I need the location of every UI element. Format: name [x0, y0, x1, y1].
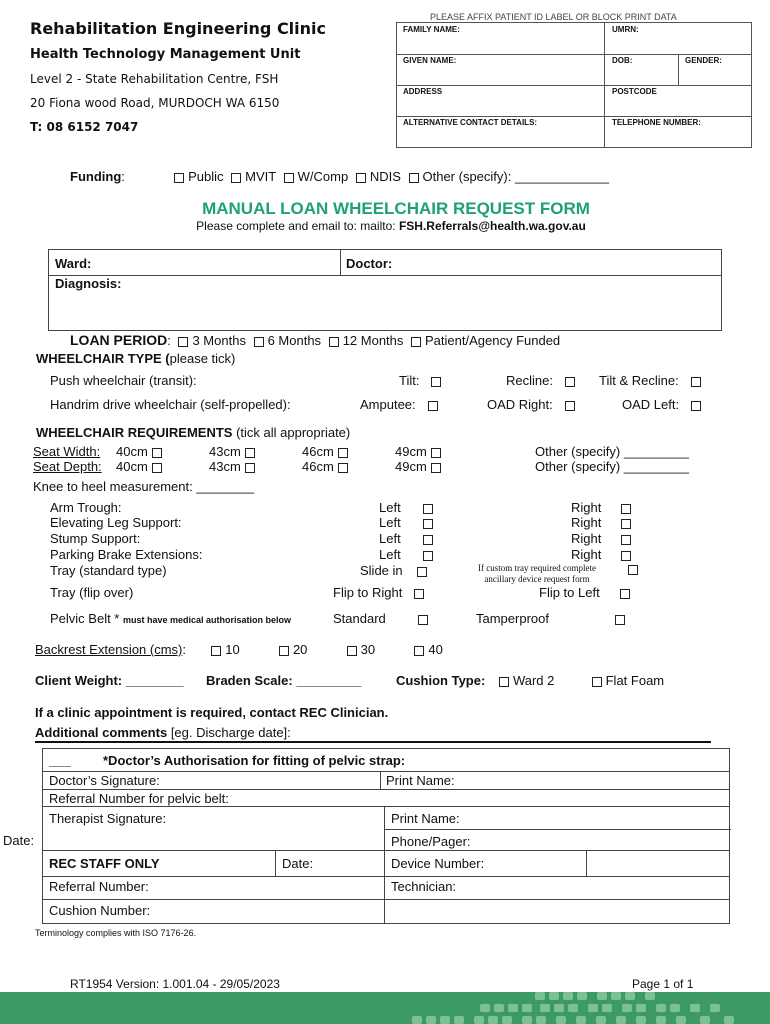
stump-left: [379, 531, 437, 546]
cushion-ward2-label: Ward 2: [512, 673, 555, 688]
authorisation-table: [42, 748, 730, 924]
oad-left-checkbox[interactable]: [691, 401, 701, 411]
stump-left-label: Left: [379, 531, 401, 546]
additional-note: [eg. Discharge date]:: [170, 725, 291, 740]
form-subtitle: [0, 219, 770, 233]
requirements-note: (tick all appropriate): [236, 425, 351, 440]
sw-46-label: 46cm: [302, 444, 334, 459]
standard-label: Standard: [333, 611, 386, 626]
requirements-heading: [36, 425, 350, 440]
loan-period-row: LOAN PERIOD: 3 Months 6 Months 12 Months Patient/Agency Funded: [70, 332, 561, 348]
backrest-label: Backrest Extension (cms): [35, 642, 183, 657]
funding-wcomp-checkbox[interactable]: [284, 173, 294, 183]
sw-49-checkbox[interactable]: [431, 448, 441, 458]
braden-scale[interactable]: Braden Scale: _________: [206, 673, 362, 688]
rec-staff-only: REC STAFF ONLY: [49, 856, 160, 871]
pelvic-standard: [333, 611, 432, 626]
tilt-recline-checkbox[interactable]: [691, 377, 701, 387]
oad-right-checkbox[interactable]: [565, 401, 575, 411]
amputee-label: Amputee:: [360, 397, 416, 412]
postcode-label: POSTCODE: [612, 87, 657, 96]
cushion-flatfoam-checkbox[interactable]: [592, 677, 602, 687]
loan-6-checkbox[interactable]: [254, 337, 264, 347]
pelvic-belt: [50, 611, 291, 626]
flip-left-checkbox[interactable]: [620, 589, 630, 599]
dob-label: DOB:: [612, 56, 633, 65]
backrest-40-checkbox[interactable]: [414, 646, 424, 656]
oad-right-label: OAD Right:: [487, 397, 553, 412]
elevating-label: Elevating Leg Support:: [50, 515, 182, 530]
sd-40-label: 40cm: [116, 459, 148, 474]
custom-tray-checkbox[interactable]: [628, 565, 638, 575]
arm-right-checkbox[interactable]: [621, 504, 631, 514]
clinic-appointment-note: If a clinic appointment is required, contact REC Clinician.: [35, 705, 389, 720]
elev-left-checkbox[interactable]: [423, 519, 433, 529]
umrn-label: UMRN:: [612, 25, 639, 34]
ward-label[interactable]: Ward:: [55, 256, 92, 271]
loan-funded-checkbox[interactable]: [411, 337, 421, 347]
tamperproof-checkbox[interactable]: [615, 615, 625, 625]
auth-blank[interactable]: ___: [49, 753, 71, 768]
funding-ndis-checkbox[interactable]: [356, 173, 366, 183]
given-name-label: GIVEN NAME:: [403, 56, 457, 65]
recline-label: Recline:: [506, 373, 553, 388]
backrest-30-label: 30: [360, 642, 376, 657]
doctor-signature[interactable]: Doctor’s Signature:: [49, 773, 160, 788]
clinic-name: Rehabilitation Engineering Clinic: [30, 19, 327, 38]
phone-pager[interactable]: Phone/Pager:: [391, 834, 471, 849]
tray-slide: [360, 563, 431, 578]
clinic-address-1: Level 2 - State Rehabilitation Centre, FSH: [30, 72, 279, 86]
wheelchair-type-heading: [36, 351, 235, 366]
sw-43-label: 43cm: [209, 444, 241, 459]
sw-49: [395, 444, 445, 459]
backrest-20-checkbox[interactable]: [279, 646, 289, 656]
sd-43-label: 43cm: [209, 459, 241, 474]
address-label: ADDRESS: [403, 87, 443, 96]
pelvic-tamperproof: [476, 611, 629, 626]
oad-left-label: OAD Left:: [622, 397, 680, 412]
footer-band: [0, 992, 770, 1024]
elev-left-label: Left: [379, 515, 401, 530]
park-left-checkbox[interactable]: [423, 551, 433, 561]
loan-6-label: 6 Months: [267, 333, 322, 348]
loan-12-label: 12 Months: [342, 333, 404, 348]
cushion-label: Cushion Type:: [396, 673, 486, 688]
backrest-10-label: 10: [225, 642, 240, 657]
push-label: Push wheelchair (transit):: [50, 373, 197, 388]
cushion-row: [396, 673, 664, 688]
tray-flip-left: [539, 585, 634, 600]
funding-ndis-label: NDIS: [369, 169, 401, 184]
flip-right-checkbox[interactable]: [414, 589, 424, 599]
tilt-recline-option: [599, 373, 705, 388]
sd-43: [209, 459, 259, 474]
sw-49-label: 49cm: [395, 444, 427, 459]
referral-email-link[interactable]: FSH.Referrals@health.wa.gov.au: [398, 219, 586, 233]
arm-right-label: Right: [571, 500, 602, 515]
form-title: MANUAL LOAN WHEELCHAIR REQUEST FORM: [202, 199, 590, 218]
therapist-signature[interactable]: Therapist Signature:: [49, 811, 167, 826]
auth-heading: *Doctor’s Authorisation for fitting of pelvic strap:: [103, 753, 406, 768]
sw-other[interactable]: Other (specify) _________: [535, 444, 689, 459]
device-number[interactable]: Device Number:: [391, 856, 485, 871]
funding-public-label: Public: [188, 169, 224, 184]
elev-right: [571, 515, 635, 530]
funding-row: Funding: Public MVIT W/Comp NDIS Other (specify): _____________: [70, 169, 609, 184]
page-number: Page 1 of 1: [632, 977, 694, 991]
referral-pelvic-belt[interactable]: Referral Number for pelvic belt:: [49, 791, 229, 806]
diagnosis-label[interactable]: Diagnosis:: [55, 276, 122, 291]
terminology-note: Terminology complies with ISO 7176-26.: [35, 928, 197, 938]
funding-wcomp-label: W/Comp: [297, 169, 349, 184]
therapist-print-name[interactable]: Print Name:: [391, 811, 460, 826]
recline-checkbox[interactable]: [565, 377, 575, 387]
sd-46-label: 46cm: [302, 459, 334, 474]
loan-funded-label: Patient/Agency Funded: [425, 333, 561, 348]
sw-40: [116, 444, 166, 459]
sd-40: [116, 459, 166, 474]
flip-left-label: Flip to Left: [539, 585, 600, 600]
sw-46-checkbox[interactable]: [338, 448, 348, 458]
knee-heel-measure[interactable]: Knee to heel measurement: ________: [33, 479, 255, 494]
stump-right-label: Right: [571, 531, 602, 546]
park-left: [379, 547, 437, 562]
cushion-ward2-checkbox[interactable]: [499, 677, 509, 687]
recline-option: [506, 373, 579, 388]
backrest-20-label: 20: [292, 642, 308, 657]
park-right-label: Right: [571, 547, 602, 562]
sd-other[interactable]: Other (specify) _________: [535, 459, 689, 474]
sw-40-label: 40cm: [116, 444, 148, 459]
slide-in-label: Slide in: [360, 563, 403, 578]
clinic-address-2: 20 Fiona wood Road, MURDOCH WA 6150: [30, 96, 280, 110]
oad-right-option: [487, 397, 579, 412]
tray-note: If custom tray required complete ancillary device request form: [478, 563, 596, 584]
funding-other-label: Other (specify): _____________: [422, 169, 609, 184]
pelvic-note: must have medical authorisation below: [123, 615, 292, 625]
arm-left-checkbox[interactable]: [423, 504, 433, 514]
slide-in-checkbox[interactable]: [417, 567, 427, 577]
seat-depth-label: Seat Depth:: [33, 459, 102, 474]
sd-43-checkbox[interactable]: [245, 463, 255, 473]
alt-contact-label: ALTERNATIVE CONTACT DETAILS:: [403, 118, 538, 127]
stump-label: Stump Support:: [50, 531, 141, 546]
subtitle-prefix: Please complete and email to: mailto:: [196, 219, 399, 233]
elev-right-label: Right: [571, 515, 602, 530]
sw-40-checkbox[interactable]: [152, 448, 162, 458]
arm-left: [379, 500, 437, 515]
sd-49-checkbox[interactable]: [431, 463, 441, 473]
technician[interactable]: Technician:: [391, 879, 457, 894]
sw-43: [209, 444, 259, 459]
park-left-label: Left: [379, 547, 401, 562]
parking-label: Parking Brake Extensions:: [50, 547, 203, 562]
loan-12-checkbox[interactable]: [329, 337, 339, 347]
additional-label: Additional comments: [35, 725, 168, 740]
tilt-recline-label: Tilt & Recline:: [599, 373, 679, 388]
unit-name: Health Technology Management Unit: [30, 47, 301, 62]
seat-width-label: Seat Width:: [33, 444, 101, 459]
oad-left-option: [622, 397, 705, 412]
patient-label-heading: PLEASE AFFIX PATIENT ID LABEL OR BLOCK PRINT DATA: [430, 12, 677, 22]
funding-mvit-label: MVIT: [245, 169, 276, 184]
ward-doctor-box: [48, 249, 722, 331]
sw-43-checkbox[interactable]: [245, 448, 255, 458]
family-name-label: FAMILY NAME:: [403, 25, 460, 34]
funding-mvit-checkbox[interactable]: [231, 173, 241, 183]
wheelchair-type-note: please tick): [169, 351, 236, 366]
requirements-title: WHEELCHAIR REQUIREMENTS: [36, 425, 233, 440]
pelvic-label: Pelvic Belt *: [50, 611, 120, 626]
elev-right-checkbox[interactable]: [621, 519, 631, 529]
sd-46: [302, 459, 352, 474]
gender-label: GENDER:: [685, 56, 722, 65]
tilt-label: Tilt:: [399, 373, 420, 388]
loan-period-label: LOAN PERIOD: [70, 332, 168, 348]
tilt-option: [399, 373, 445, 388]
handrim-label: Handrim drive wheelchair (self-propelled):: [50, 397, 291, 412]
client-weight[interactable]: Client Weight: ________: [35, 673, 184, 688]
tamperproof-label: Tamperproof: [476, 611, 549, 626]
tilt-checkbox[interactable]: [431, 377, 441, 387]
backrest-40-label: 40: [428, 642, 443, 657]
sd-40-checkbox[interactable]: [152, 463, 162, 473]
rec-date[interactable]: Date:: [282, 856, 314, 871]
park-right-checkbox[interactable]: [621, 551, 631, 561]
additional-comments[interactable]: [35, 725, 711, 743]
arm-left-label: Left: [379, 500, 401, 515]
amputee-option: [360, 397, 442, 412]
version-label: RT1954 Version: 1.001.04 - 29/05/2023: [70, 977, 280, 991]
elev-left: [379, 515, 437, 530]
funding-label: Funding: [70, 169, 122, 184]
doctor-print-name[interactable]: Print Name:: [386, 773, 455, 788]
sd-49-label: 49cm: [395, 459, 427, 474]
stump-right-checkbox[interactable]: [621, 535, 631, 545]
loan-3-checkbox[interactable]: [178, 337, 188, 347]
cushion-flatfoam-label: Flat Foam: [605, 673, 665, 688]
arm-trough-label: Arm Trough:: [50, 500, 122, 515]
backrest-10-checkbox[interactable]: [211, 646, 221, 656]
telephone-label: TELEPHONE NUMBER:: [612, 118, 701, 127]
tray-std-label: Tray (standard type): [50, 563, 167, 578]
sw-46: [302, 444, 352, 459]
clinic-phone: T: 08 6152 7047: [30, 120, 139, 134]
sd-46-checkbox[interactable]: [338, 463, 348, 473]
arm-right: [571, 500, 635, 515]
standard-checkbox[interactable]: [418, 615, 428, 625]
amputee-checkbox[interactable]: [428, 401, 438, 411]
patient-label-box[interactable]: [396, 22, 752, 148]
flip-right-label: Flip to Right: [333, 585, 403, 600]
funding-public-checkbox[interactable]: [174, 173, 184, 183]
cushion-number[interactable]: Cushion Number:: [49, 903, 151, 918]
loan-3-label: 3 Months: [192, 333, 246, 348]
stump-right: [571, 531, 635, 546]
tray-flip-label: Tray (flip over): [50, 585, 134, 600]
funding-other-checkbox[interactable]: [409, 173, 419, 183]
stump-left-checkbox[interactable]: [423, 535, 433, 545]
tray-flip-right: [333, 585, 428, 600]
therapist-date[interactable]: Date:: [3, 833, 35, 848]
backrest-30-checkbox[interactable]: [347, 646, 357, 656]
wheelchair-type-title: WHEELCHAIR TYPE (: [36, 351, 170, 366]
backrest-row: Backrest Extension (cms): 10 20 30 40: [35, 642, 443, 657]
referral-number[interactable]: Referral Number:: [49, 879, 149, 894]
doctor-label[interactable]: Doctor:: [346, 256, 393, 271]
park-right: [571, 547, 635, 562]
sd-49: [395, 459, 445, 474]
